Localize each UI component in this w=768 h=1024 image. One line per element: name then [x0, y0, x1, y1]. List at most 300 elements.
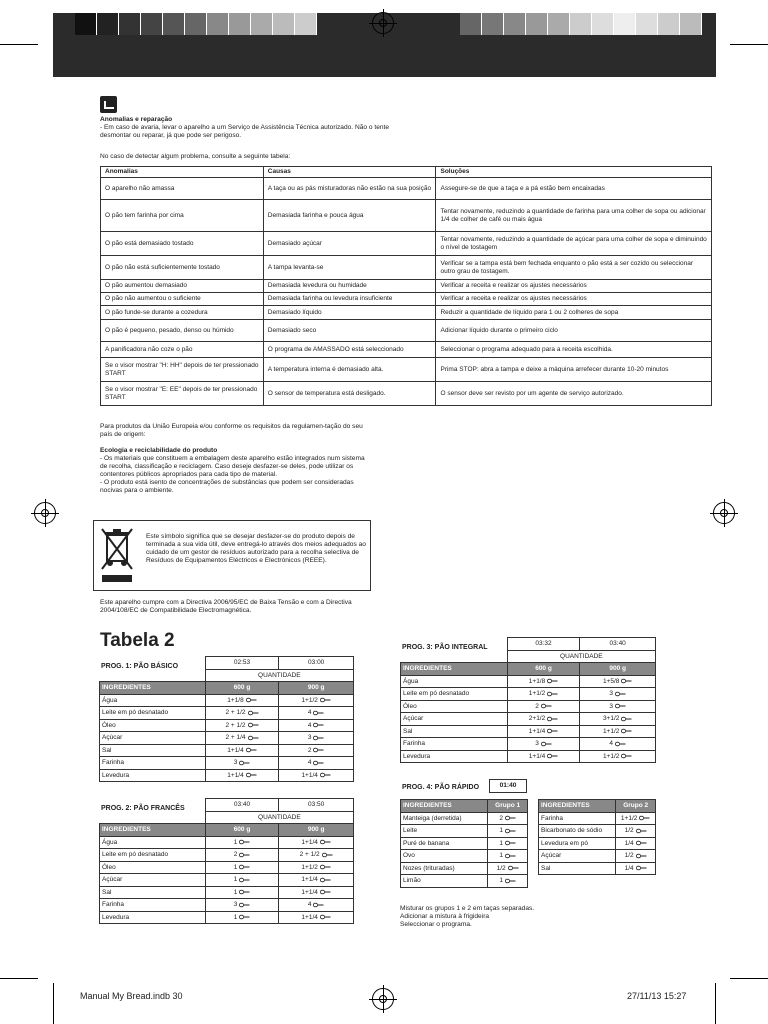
- amount-value: 1+1/2: [301, 863, 318, 871]
- anomalia-cell: Se o visor mostrar "H: HH" depois de ter pressionado START: [101, 358, 264, 382]
- spoon-icon: [621, 678, 632, 684]
- amount-value: 1: [499, 827, 503, 835]
- crossed-bin-icon: [100, 527, 134, 585]
- table-row: [101, 382, 712, 406]
- spoon-icon: [547, 728, 558, 734]
- prog3-600-header: 600 g: [507, 663, 580, 676]
- amount-value: 2: [535, 702, 539, 710]
- spoon-icon: [239, 889, 250, 895]
- spoon-icon: [239, 902, 250, 908]
- ingredient-label: Nozes (trituradas): [403, 864, 455, 872]
- ingredient-row: [539, 850, 656, 863]
- ingredient-row: [100, 899, 354, 912]
- amount-value: 1+1/4: [227, 746, 244, 754]
- spoon-icon: [313, 760, 324, 766]
- spoon-icon: [239, 760, 250, 766]
- ingredient-amount: [279, 861, 354, 874]
- prog1-table: [99, 656, 354, 782]
- ingredient-amount: [580, 725, 656, 738]
- prog1-times-row: [100, 657, 354, 670]
- amount-value: 2+1/2: [528, 715, 546, 723]
- spoon-icon: [248, 722, 259, 728]
- crop-mark: [53, 983, 54, 1024]
- amount-value: 1+1/4: [301, 771, 318, 779]
- solucao-cell: Tentar novamente, reduzindo a quantidade de açúcar para uma colher de sopa e diminuindo o nível de tostagem: [436, 232, 712, 256]
- prog4-notes: [400, 905, 660, 929]
- causa-cell: A tampa levanta-se: [263, 256, 436, 280]
- g2-grupo-header: Grupo 2: [616, 800, 656, 813]
- ingredient-label: Açúcar: [403, 715, 424, 723]
- ingredient-label: Leite: [403, 827, 418, 835]
- amount-value: 2 + 1/4: [225, 734, 246, 742]
- prog1-time-600: 02:53: [205, 657, 279, 670]
- eco-text-2: - O produto está isento de concentrações de substâncias que podem ser consideradas nocivas para o ambiente.: [100, 479, 354, 494]
- prog1-title: PROG. 1: PÃO BÁSICO: [101, 663, 179, 670]
- ingredient-row: [401, 850, 528, 863]
- amount-value: 2: [233, 851, 238, 859]
- amount-value: 2: [499, 814, 503, 822]
- registration-mark-right: [713, 502, 735, 524]
- ingredient-name: [539, 862, 616, 875]
- amount-value: 1+5/8: [602, 677, 620, 685]
- ingredient-amount: [205, 732, 279, 745]
- ingredient-label: Levedura: [102, 913, 130, 921]
- ingredient-name: [401, 837, 488, 850]
- ingredient-amount: [205, 874, 279, 887]
- spoon-icon: [621, 716, 632, 722]
- ingredient-row: [401, 713, 656, 726]
- amount-value: 1+1/8: [528, 677, 546, 685]
- ingredient-amount: [279, 836, 354, 849]
- ingredient-row: [100, 744, 354, 757]
- spoon-icon: [320, 864, 331, 870]
- table-row: [101, 320, 712, 342]
- registration-mark-left: [34, 502, 56, 524]
- prog1-600-header: 600 g: [205, 682, 279, 695]
- prog1-head-row: [100, 682, 354, 695]
- ingredient-name: [401, 725, 508, 738]
- amount-value: 3: [609, 690, 613, 698]
- ingredient-amount: [279, 757, 354, 770]
- ingredient-row: [401, 725, 656, 738]
- ingredient-label: Ovo: [403, 852, 415, 860]
- anomalias-table-header: [101, 167, 712, 178]
- spoon-icon: [313, 735, 324, 741]
- ingredient-name: [100, 732, 206, 745]
- ingredient-amount: [279, 732, 354, 745]
- ingredient-amount: [488, 812, 528, 825]
- spoon-icon: [239, 864, 250, 870]
- amount-value: 2 + 1/2: [225, 721, 246, 729]
- ingredient-label: Manteiga (derretida): [403, 814, 462, 822]
- ingredient-row: [401, 837, 528, 850]
- ingredient-amount: [205, 836, 279, 849]
- spoon-icon: [313, 747, 324, 753]
- ingredient-row: [401, 862, 528, 875]
- amount-value: 1+1/4: [528, 727, 546, 735]
- prog1-quantidade: QUANTIDADE: [205, 669, 353, 682]
- ingredient-amount: [279, 719, 354, 732]
- crop-mark: [0, 978, 38, 979]
- prog4-g1-head-row: [401, 800, 528, 813]
- prog2-times-row: [100, 799, 354, 812]
- ingredient-amount: [205, 849, 279, 862]
- prog2-table: [99, 798, 354, 924]
- ingredient-amount: [507, 725, 580, 738]
- ingredient-amount: [279, 707, 354, 720]
- repair-section-icon: [100, 96, 117, 113]
- ingredient-amount: [580, 675, 656, 688]
- solucao-cell: Verificar a receita e realizar os ajustes necessários: [436, 293, 712, 306]
- amount-value: 1/2: [496, 864, 506, 872]
- ingredient-name: [401, 675, 508, 688]
- ingredient-row: [100, 849, 354, 862]
- grey-swatch-bar-right: [460, 13, 702, 35]
- spoon-icon: [615, 741, 626, 747]
- prog2-time-900: 03:50: [279, 799, 354, 812]
- ingredient-amount: [279, 874, 354, 887]
- amount-value: 1+1/2: [528, 690, 546, 698]
- prog2-quantidade: QUANTIDADE: [205, 811, 353, 824]
- solucao-cell: Reduzir a quantidade de líquido para 1 ou 2 colheres de sopa: [436, 306, 712, 320]
- spoon-icon: [636, 840, 647, 846]
- spoon-icon: [313, 710, 324, 716]
- ingredient-name: [401, 850, 488, 863]
- prog4-note: Adicionar a mistura à frigideira: [400, 913, 490, 920]
- spoon-icon: [239, 852, 250, 858]
- ingredient-name: [100, 744, 206, 757]
- spoon-icon: [615, 691, 626, 697]
- spoon-icon: [320, 839, 331, 845]
- tabela-title: Tabela 2: [100, 630, 175, 651]
- ingredient-name: [100, 911, 206, 924]
- detect-text: No caso de detectar algum problema, consulte a seguinte tabela:: [100, 153, 291, 160]
- ingredient-label: Óleo: [102, 721, 116, 729]
- ingredient-amount: [488, 825, 528, 838]
- spoon-icon: [547, 691, 558, 697]
- ingredient-row: [100, 707, 354, 720]
- spoon-icon: [505, 840, 516, 846]
- ingredient-label: Levedura: [403, 752, 431, 760]
- prog1-time-900: 03:00: [279, 657, 354, 670]
- ingredient-label: Água: [102, 696, 118, 704]
- spoon-icon: [541, 741, 552, 747]
- amount-value: 1+1/2: [602, 752, 620, 760]
- ingredient-row: [539, 837, 656, 850]
- ingredient-amount: [507, 738, 580, 751]
- spoon-icon: [246, 697, 257, 703]
- ingredient-amount: [488, 875, 528, 888]
- ingredient-amount: [279, 899, 354, 912]
- anomalias-section: [100, 116, 400, 140]
- g1-grupo-header: Grupo 1: [488, 800, 528, 813]
- amount-value: 1: [233, 913, 238, 921]
- ingredient-amount: [580, 700, 656, 713]
- ingredient-row: [100, 886, 354, 899]
- amount-value: 1: [233, 838, 238, 846]
- prog3-ingredientes-header: INGREDIENTES: [401, 663, 508, 676]
- amount-value: 1+1/4: [301, 913, 318, 921]
- amount-value: 2 + 1/2: [299, 851, 320, 859]
- ingredient-amount: [616, 812, 656, 825]
- solucao-cell: O sensor deve ser revisto por um agente de serviço autorizado.: [436, 382, 712, 406]
- ingredient-amount: [205, 861, 279, 874]
- ingredient-row: [100, 836, 354, 849]
- amount-value: 4: [609, 740, 613, 748]
- spoon-icon: [636, 853, 647, 859]
- amount-value: 3: [233, 759, 238, 767]
- ingredient-name: [401, 738, 508, 751]
- ingredient-row: [401, 675, 656, 688]
- header-solucoes: Soluções: [436, 167, 712, 178]
- ingredient-name: [401, 713, 508, 726]
- solucao-cell: Prima STOP: abra a tampa e deixe a máquina arrefecer durante 10-20 minutos: [436, 358, 712, 382]
- amount-value: 1+1/4: [528, 752, 546, 760]
- ingredient-row: [401, 875, 528, 888]
- registration-mark-bottom: [372, 988, 394, 1010]
- ingredient-row: [100, 874, 354, 887]
- amount-value: 1: [499, 852, 503, 860]
- solucao-cell: Assegure-se de que a taça e a pá estão bem encaixadas: [436, 178, 712, 200]
- ingredient-amount: [488, 862, 528, 875]
- prog3-time-900: 03:40: [580, 638, 656, 651]
- ingredient-amount: [205, 911, 279, 924]
- ingredient-amount: [616, 825, 656, 838]
- ingredient-label: Água: [102, 838, 118, 846]
- spoon-icon: [239, 839, 250, 845]
- ingredient-label: Sal: [403, 727, 413, 735]
- causa-cell: Demasiado líquido: [263, 306, 436, 320]
- ingredient-amount: [488, 850, 528, 863]
- ingredient-label: Açúcar: [102, 734, 123, 742]
- table-row: [101, 256, 712, 280]
- prog4-title: PROG. 4: PÃO RÁPIDO: [402, 784, 480, 791]
- spoon-icon: [248, 735, 259, 741]
- ingredient-name: [401, 862, 488, 875]
- ingredient-amount: [580, 750, 656, 763]
- spoon-icon: [320, 877, 331, 883]
- spoon-icon: [248, 710, 259, 716]
- ingredient-amount: [488, 837, 528, 850]
- spoon-icon: [239, 914, 250, 920]
- ingredient-label: Farinha: [102, 901, 125, 909]
- spoon-icon: [505, 828, 516, 834]
- ingredient-amount: [205, 744, 279, 757]
- anomalias-heading: Anomalias e reparação: [100, 116, 173, 123]
- amount-value: 3: [535, 740, 539, 748]
- ingredient-label: Óleo: [403, 702, 417, 710]
- table-row: [101, 342, 712, 358]
- anomalias-table: [100, 166, 712, 406]
- ingredient-name: [100, 874, 206, 887]
- ingredient-amount: [616, 850, 656, 863]
- amount-value: 1/4: [624, 864, 634, 872]
- ingredient-row: [539, 862, 656, 875]
- crop-mark: [730, 978, 768, 979]
- prog1-ingredientes-header: INGREDIENTES: [100, 682, 206, 695]
- footer-date: 27/11/13 15:27: [627, 991, 687, 1001]
- solucao-cell: Seleccionar o programa adequado para a receita escolhida.: [436, 342, 712, 358]
- ingredient-row: [100, 911, 354, 924]
- amount-value: 1/4: [624, 839, 634, 847]
- solucao-cell: Tentar novamente, reduzindo a quantidade de farinha para uma colher de sopa ou adicionar 1/4 de colher de café ou mais água: [436, 200, 712, 232]
- amount-value: 2 + 1/2: [225, 709, 246, 717]
- spoon-icon: [541, 703, 552, 709]
- causa-cell: Demasiado açúcar: [263, 232, 436, 256]
- amount-value: 1+1/8: [227, 696, 244, 704]
- amount-value: 2: [307, 746, 312, 754]
- spoon-icon: [320, 889, 331, 895]
- ingredient-row: [100, 861, 354, 874]
- ingredient-row: [401, 825, 528, 838]
- ingredient-label: Açúcar: [102, 876, 123, 884]
- spoon-icon: [636, 865, 647, 871]
- ingredient-amount: [205, 694, 279, 707]
- ingredient-row: [539, 825, 656, 838]
- amount-value: 4: [307, 901, 312, 909]
- prog4-time: 01:40: [489, 779, 527, 793]
- spoon-icon: [615, 703, 626, 709]
- table-row: [101, 178, 712, 200]
- ingredient-amount: [205, 757, 279, 770]
- ingredient-name: [401, 750, 508, 763]
- solucao-cell: Adicionar líquido durante o primeiro ciclo: [436, 320, 712, 342]
- amount-value: 1+1/2: [602, 727, 620, 735]
- ingredient-label: Leite em pó desnatado: [102, 851, 169, 859]
- amount-value: 4: [307, 759, 312, 767]
- ingredient-amount: [205, 886, 279, 899]
- registration-mark-top: [372, 12, 394, 34]
- grey-swatch-bar: [75, 13, 317, 35]
- prog2-ingredientes-header: INGREDIENTES: [100, 824, 206, 837]
- spoon-icon: [313, 722, 324, 728]
- ingredient-label: Limão: [403, 877, 421, 885]
- anomalia-cell: O pão aumentou demasiado: [101, 280, 264, 293]
- spoon-icon: [320, 772, 331, 778]
- prog4-group2-table: [538, 799, 656, 875]
- anomalia-cell: O pão é pequeno, pesado, denso ou húmido: [101, 320, 264, 342]
- solucao-cell: Verificar se a tampa está bem fechada enquanto o pão está a ser cozido ou seleccionar outro grau de tostagem.: [436, 256, 712, 280]
- prog1-900-header: 900 g: [279, 682, 354, 695]
- spoon-icon: [322, 852, 333, 858]
- table-row: [101, 280, 712, 293]
- g1-ingredientes-header: INGREDIENTES: [401, 800, 488, 813]
- ingredient-label: Farinha: [102, 759, 125, 767]
- causa-cell: Demasiado seco: [263, 320, 436, 342]
- ingredient-name: [401, 688, 508, 701]
- ingredient-row: [100, 694, 354, 707]
- directive-text: Este aparelho cumpre com a Directiva 2006/95/EC de Baixa Tensão e com a Directiva 2004/108/EC de Compatibilidade Electromagnética.: [100, 599, 352, 614]
- prog3-quantidade: QUANTIDADE: [507, 650, 655, 663]
- amount-value: 3: [307, 734, 312, 742]
- prog2-head-row: [100, 824, 354, 837]
- eco-text-1: - Os materiais que constituem a embalagem deste aparelho estão integrados num sistema de recolha, classificação e reciclagem. Caso deseje desfazer-se deles, pode utilizar os contentores públicos apropriados para cada tipo de material.: [100, 455, 365, 478]
- amount-value: 4: [307, 709, 312, 717]
- weee-notice-box: [93, 520, 371, 591]
- amount-value: 3+1/2: [602, 715, 620, 723]
- spoon-icon: [547, 753, 558, 759]
- ingredient-name: [100, 849, 206, 862]
- amount-value: 1+1/2: [620, 814, 638, 822]
- ingredient-name: [100, 769, 206, 782]
- crop-mark: [0, 44, 38, 45]
- g2-ingredientes-header: INGREDIENTES: [539, 800, 616, 813]
- spoon-icon: [320, 697, 331, 703]
- anomalia-cell: O pão não está suficientemente tostado: [101, 256, 264, 280]
- ingredient-amount: [580, 738, 656, 751]
- prog3-head-row: [401, 663, 656, 676]
- weee-text: Este símbolo significa que se desejar desfazer-se do produto depois de terminada a sua vida útil, deve entregá-lo através dos meios adequados ao cuidado de um gestor de resíduos autorizado para a recolha selectiva de Resíduos de Equipamentos Eléctricos e Electrónicos (REEE).: [146, 533, 366, 564]
- ingredient-label: Levedura em pó: [541, 839, 588, 847]
- ingredient-amount: [507, 700, 580, 713]
- spoon-icon: [320, 914, 331, 920]
- ingredient-name: [100, 836, 206, 849]
- causa-cell: O sensor de temperatura está desligado.: [263, 382, 436, 406]
- ingredient-row: [401, 738, 656, 751]
- prog3-table: [400, 637, 656, 763]
- spoon-icon: [239, 877, 250, 883]
- causa-cell: Demasiada levedura ou humidade: [263, 280, 436, 293]
- ingredient-name: [401, 812, 488, 825]
- ingredient-amount: [507, 750, 580, 763]
- causa-cell: A taça ou as pás misturadoras não estão na sua posição: [263, 178, 436, 200]
- table-row: [101, 293, 712, 306]
- amount-value: 1+1/2: [301, 696, 318, 704]
- spoon-icon: [246, 747, 257, 753]
- eco-heading: Ecologia e reciclabilidade do produto: [100, 447, 218, 454]
- ingredient-amount: [205, 899, 279, 912]
- prog3-900-header: 900 g: [580, 663, 656, 676]
- eu-text: Para produtos da União Europeia e/ou conforme os requisitos da regulamen-tação do seu país de origem:: [100, 423, 363, 438]
- ingredient-label: Óleo: [102, 863, 116, 871]
- ingredient-amount: [205, 769, 279, 782]
- ingredient-name: [100, 707, 206, 720]
- ingredient-label: Sal: [102, 746, 112, 754]
- ingredient-name: [100, 719, 206, 732]
- ingredient-row: [401, 812, 528, 825]
- footer-file: Manual My Bread.indb 30: [80, 991, 183, 1001]
- anomalias-text: - Em caso de avaria, levar o aparelho a um Serviço de Assistência Técnica autorizado. Não o tente desmontar ou reparar, já que pode ser perigoso.: [100, 124, 390, 139]
- amount-value: 1+1/4: [301, 888, 318, 896]
- causa-cell: O programa de AMASSADO está seleccionado: [263, 342, 436, 358]
- prog4-group1-table: [400, 799, 528, 888]
- amount-value: 1: [499, 877, 503, 885]
- ingredient-amount: [507, 675, 580, 688]
- ingredient-label: Farinha: [541, 814, 564, 822]
- causa-cell: A temperatura interna é demasiado alta.: [263, 358, 436, 382]
- prog2-time-600: 03:40: [205, 799, 279, 812]
- ingredient-amount: [279, 694, 354, 707]
- ingredient-amount: [507, 688, 580, 701]
- crop-mark: [715, 983, 716, 1024]
- anomalia-cell: O aparelho não amassa: [101, 178, 264, 200]
- table-row: [101, 200, 712, 232]
- prog4-note: Misturar os grupos 1 e 2 em taças separadas.: [400, 905, 535, 912]
- table-row: [101, 232, 712, 256]
- header-causas: Causas: [263, 167, 436, 178]
- ingredient-row: [100, 769, 354, 782]
- ingredient-row: [401, 700, 656, 713]
- amount-value: 1: [233, 863, 238, 871]
- ingredient-label: Farinha: [403, 740, 426, 748]
- table-row: [101, 358, 712, 382]
- anomalia-cell: Se o visor mostrar "E: EE" depois de ter pressionado START: [101, 382, 264, 406]
- ingredient-amount: [507, 713, 580, 726]
- amount-value: 1+1/4: [301, 876, 318, 884]
- spoon-icon: [636, 828, 647, 834]
- ingredient-row: [401, 688, 656, 701]
- prog3-title: PROG. 3: PÃO INTEGRAL: [402, 644, 488, 651]
